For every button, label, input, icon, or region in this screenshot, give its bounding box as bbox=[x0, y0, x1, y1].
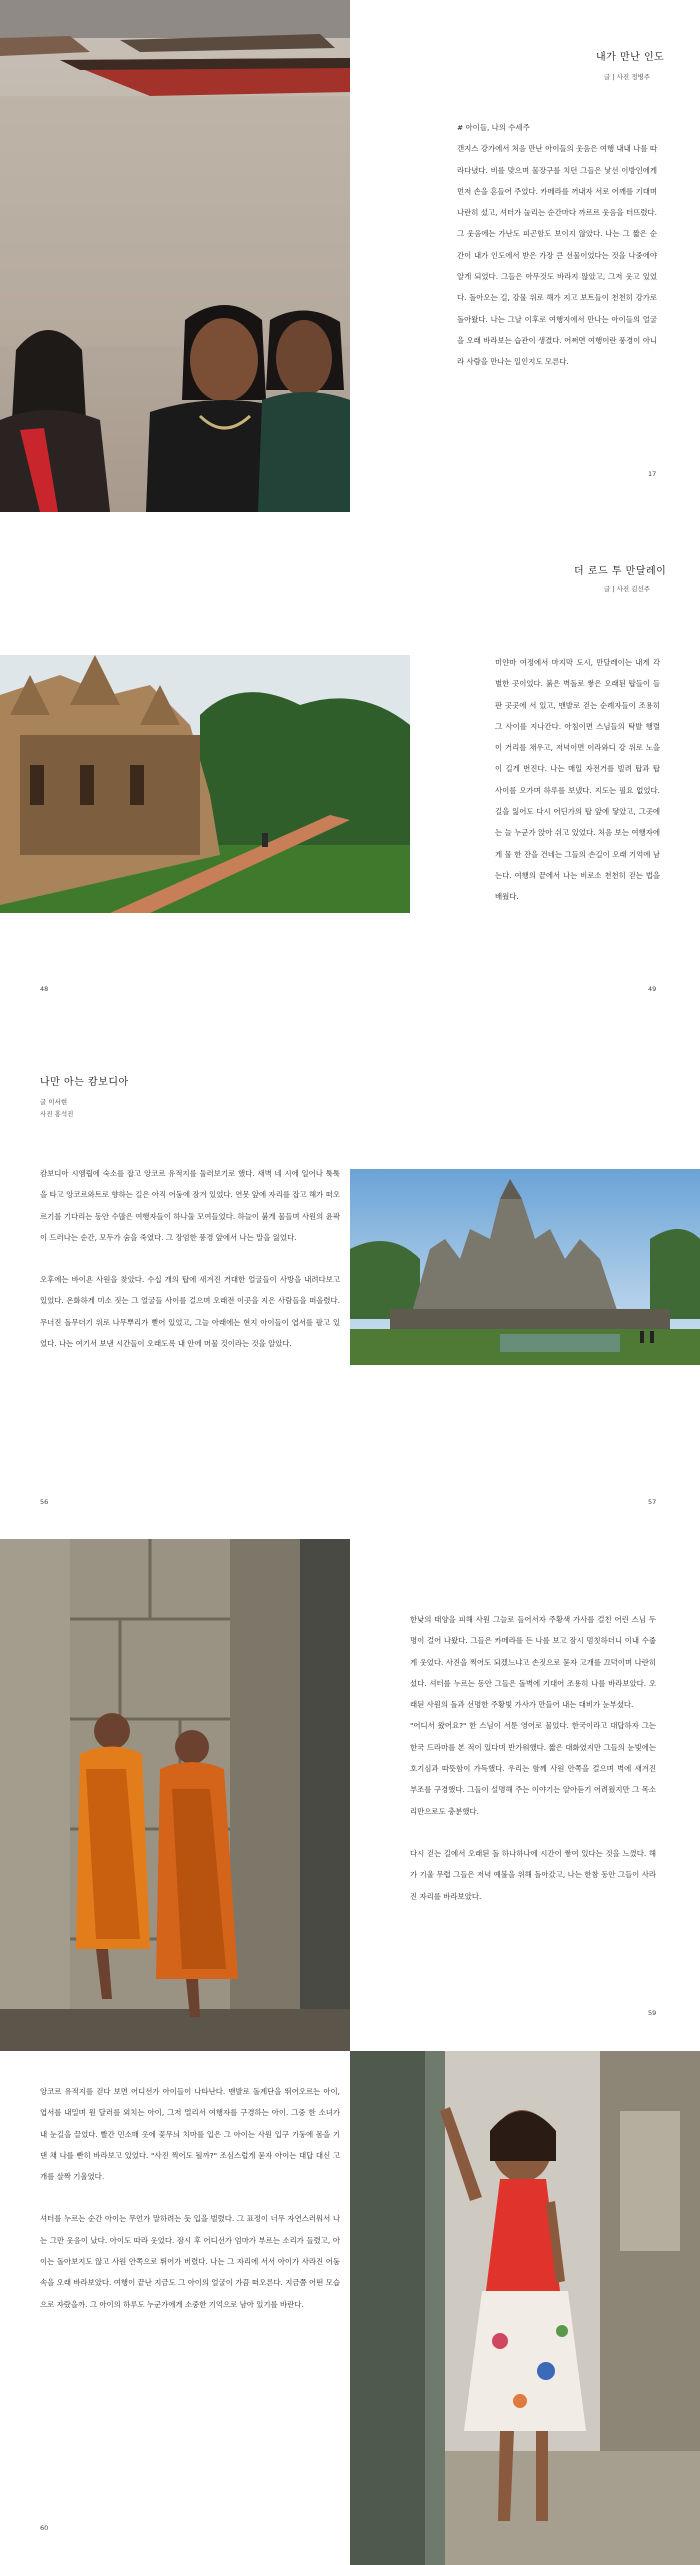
spread-india bbox=[0, 0, 700, 512]
paragraph: "어디서 왔어요?" 한 스님이 서툰 영어로 물었다. 한국이라고 대답하자 그는 한국 드라마를 본 적이 있다며 반가워했다. 짧은 대화였지만 그들의 눈빛에는 호기심과 따뜻함이 가득했다. 우리는 함께 사원 안쪽을 걸으며 벽에 새겨진 부조를 구경했다. 그들이 설명해 주는 이야기는 알아듣기 어려웠지만 그 목소리만으로도 충분했다. bbox=[410, 1721, 656, 1816]
paragraph: 한낮의 태양을 피해 사원 그늘로 들어서자 주황색 가사를 걸친 어린 스님 두 명이 걸어 나왔다. 그들은 카메라를 든 나를 보고 잠시 멈칫하더니 이내 수줍게 웃었다. 사진을 찍어도 되겠느냐고 손짓으로 묻자 고개를 끄덕이며 나란히 섰다. 셔터를 누르는 동안 그들은 돌벽에 기대어 조용히 나를 바라보았다. 오래된 사원의 돌과 선명한 주황빛 가사가 만들어 내는 대비가 눈부셨다. bbox=[410, 1615, 656, 1710]
paragraph: 미얀마 여정에서 마지막 도시, 만달레이는 내게 각별한 곳이었다. 붉은 벽돌로 쌓은 오래된 탑들이 들판 곳곳에 서 있고, 맨발로 걷는 순례자들이 조용히 그 사이를 지나간다. 아침이면 스님들의 탁발 행렬이 거리를 채우고, 저녁이면 이라와디 강 위로 노을이 길게 번진다. 나는 매일 자전거를 빌려 탑과 탑 사이를 오가며 하루를 보냈다. 지도는 필요 없었다. 길을 잃어도 다시 어딘가의 탑 앞에 닿았고, 그곳에는 늘 누군가 앉아 쉬고 있었다. 처음 보는 여행자에게 물 한 잔을 건네는 그들의 손길이 오래 기억에 남는다. 여행의 끝에서 나는 비로소 천천히 걷는 법을 배웠다. bbox=[495, 658, 660, 902]
article-credit-photo: 사진 홍석진 bbox=[40, 1110, 74, 1118]
article-body bbox=[495, 652, 660, 908]
photo-pagoda-path bbox=[0, 655, 410, 913]
photo-little-girl bbox=[350, 2051, 700, 2565]
paragraph: 다시 걷는 길에서 오래된 돌 하나하나에 시간이 쌓여 있다는 것을 느꼈다. 해가 기울 무렵 그들은 저녁 예불을 위해 돌아갔고, 나는 한참 동안 그들이 사라진 자리를 바라보았다. bbox=[410, 1848, 656, 1901]
paragraph: 셔터를 누르는 순간 아이는 무언가 말하려는 듯 입을 벌렸다. 그 표정이 너무 자연스러워서 나는 그만 웃음이 났다. 아이도 따라 웃었다. 잠시 후 어디선가 엄마가 부르는 소리가 들렸고, 아이는 돌아보지도 않고 사원 안쪽으로 뛰어가 버렸다. 나는 그 자리에 서서 아이가 사라진 어둠 속을 오래 바라보았다. 여행이 끝난 지금도 그 아이의 얼굴이 가끔 떠오른다. 지금쯤 어떤 모습으로 자랐을까. 그 아이의 하루도 누군가에게 소중한 기억으로 남아 있기를 바란다. bbox=[40, 2214, 340, 2309]
article-body bbox=[410, 1609, 656, 1907]
article-body bbox=[40, 1163, 340, 1354]
paragraph: 캄보디아 시엠립에 숙소를 잡고 앙코르 유적지를 둘러보기로 했다. 새벽 네 시에 일어나 툭툭을 타고 앙코르와트로 향하는 길은 아직 어둠에 잠겨 있었다. 연못 앞에 자리를 잡고 해가 떠오르기를 기다리는 동안 수많은 여행자들이 하나둘 모여들었다. 하늘이 붉게 물들며 사원의 윤곽이 드러나는 순간, 모두가 숨을 죽였다. 그 장엄한 풍경 앞에서 나는 말을 잃었다. bbox=[40, 1169, 340, 1242]
article-credit-writer: 글 이서현 bbox=[40, 1098, 68, 1106]
article-credit: 글 | 사진 정병주 bbox=[604, 73, 651, 81]
page-number: 60 bbox=[40, 2524, 49, 2532]
article-title: 내가 만난 인도 bbox=[596, 52, 665, 63]
article-credit: 글 | 사진 김선주 bbox=[604, 585, 651, 593]
photo-young-monks bbox=[0, 1539, 350, 2051]
spread-girl bbox=[0, 2051, 700, 2565]
spread-cambodia bbox=[0, 1023, 700, 1539]
article-body bbox=[457, 117, 657, 373]
spread-monks bbox=[0, 1539, 700, 2051]
paragraph: 갠지스 강가에서 처음 만난 아이들의 웃음은 여행 내내 나를 따라다녔다. 비를 맞으며 물장구를 치던 그들은 낯선 이방인에게 먼저 손을 흔들어 주었다. 카메라를 꺼내자 서로 어깨를 기대며 나란히 섰고, 셔터가 눌리는 순간마다 까르르 웃음을 터뜨렸다. 그 웃음에는 가난도 피곤함도 보이지 않았다. 나는 그 짧은 순간이 내가 인도에서 받은 가장 큰 선물이었다는 것을 나중에야 알게 되었다. 그들은 아무것도 바라지 않았고, 그저 웃고 있었다. 돌아오는 길, 강물 위로 해가 지고 보트들이 천천히 강가로 돌아왔다. 나는 그날 이후로 여행지에서 만나는 아이들의 얼굴을 오래 바라보는 습관이 생겼다. 어쩌면 여행이란 풍경이 아니라 사람을 만나는 일인지도 모른다. bbox=[457, 144, 657, 367]
article-title: 나만 아는 캄보디아 bbox=[40, 1077, 129, 1088]
article-body bbox=[40, 2081, 340, 2315]
page-number-right: 57 bbox=[648, 1498, 657, 1506]
page-number-right: 49 bbox=[648, 985, 657, 993]
paragraph: 앙코르 유적지를 걷다 보면 어디선가 아이들이 나타난다. 맨발로 돌계단을 뛰어오르는 아이, 엽서를 내밀며 원 달러를 외치는 아이, 그저 멀리서 여행자를 구경하는 아이. 그중 한 소녀가 내 눈길을 끌었다. 빨간 민소매 옷에 꽃무늬 치마를 입은 그 아이는 사원 입구 기둥에 몸을 기댄 채 나를 빤히 바라보고 있었다. "사진 찍어도 될까?" 조심스럽게 묻자 아이는 대답 대신 고개를 살짝 기울였다. bbox=[40, 2087, 340, 2182]
article-title: 더 로드 투 만달레이 bbox=[574, 566, 667, 577]
page-number-left: 48 bbox=[40, 985, 49, 993]
paragraph: # 아이들, 나의 수세주 bbox=[457, 123, 530, 132]
spread-mandalay bbox=[0, 512, 700, 1023]
photo-bayon-temple bbox=[350, 1169, 700, 1365]
paragraph: 오후에는 바이욘 사원을 찾았다. 수십 개의 탑에 새겨진 거대한 얼굴들이 사방을 내려다보고 있었다. 온화하게 미소 짓는 그 얼굴들 사이를 걸으며 오래전 이곳을 지은 사람들을 떠올렸다. 무너진 돌무더기 위로 나무뿌리가 뻗어 있었고, 그늘 아래에는 현지 아이들이 엽서를 팔고 있었다. 나는 여기서 보낸 시간들이 오래도록 내 안에 머물 것이라는 것을 알았다. bbox=[40, 1275, 340, 1349]
page-number: 17 bbox=[648, 470, 657, 478]
photo-girls-by-river bbox=[0, 0, 350, 512]
page-number-left: 56 bbox=[40, 1498, 49, 1506]
page-number: 59 bbox=[648, 2009, 657, 2017]
